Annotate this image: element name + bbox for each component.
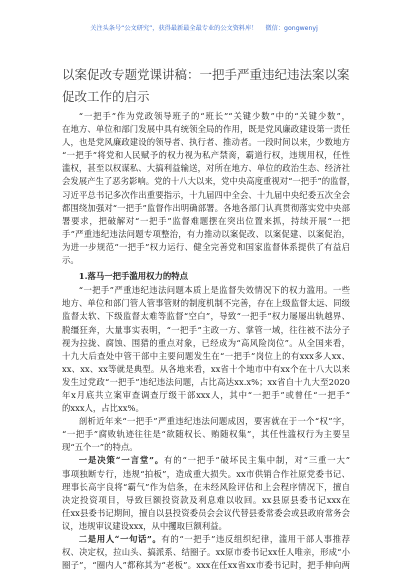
paragraph-lead: 一是决策“一言堂”。 [78,455,165,466]
text-line: 理事长高宇良将“霸气”作为信条，在未经风险评估和上会程序情况下，擅自 [62,481,350,492]
text-line-content: 有的“一把手”违反组织纪律，滥用干部人事推荐 [161,534,351,544]
text-line: 地方、单位和部门管人管事管财的制度机制不完善，存在上级监督太远、同级 [62,298,350,309]
text-line: 任xx县委书记期间，擅自以县投资委员会会议代替县委常委会或县政府常务会 [62,507,350,518]
text-line: 视为拉拢、腐蚀、围猎的重点对象，已经成为“高风险岗位”。从全国来看， [62,337,350,348]
text-line: xx、xx、xx等就是典型。从各地来看，xx省十个地市中有xx个在十八大以来 [62,363,350,374]
text-line: 会发展产生了恶劣影响。党的十八大以来，党中央高度重视对“一把手”的监督， [62,176,356,187]
header-wechat-text: 微信：gongwenyj [265,25,318,32]
text-line: “一把手”将党和人民赋予的权力视为私产禁脔，霸道行权，违规用权，任性 [62,150,350,161]
text-line [62,533,350,546]
text-line: 监督太软、下级监督太难等监督“空白”，导致“一把手”权力屡屡出轨越界、 [62,311,350,322]
text-line: 圈子”，“圈内人”都称其为“老板”。xxx在任xx省xx市委书记时，把手伸向两 [62,560,350,571]
text-line: “一把手”严重违纪违法问题本质上是监督失效情况下的权力滥用。一些 [78,285,350,296]
text-line: 滥权，甚至以权谋私、大搞利益输送，对所在地方、单位的政治生态、经济社 [62,163,350,174]
text-line: “一把手”作为党政领导班子的“班长”“关键少数”中的“关键少数”， [78,111,350,121]
text-line: 年x月底共立案审查调查厅级干部xxx人，其中“一把手”或曾任“一把手” [62,389,350,400]
text-line: 为进一步规范“一把手”权力运行、健全完善党和国家监督体系提供了有益启 [62,241,350,252]
text-line: 的xxx人，占比xx%。 [62,403,144,414]
header-promo-text: 关注头条号“公文研究”，获得最新最全最专业的公文资料库！ [90,25,258,32]
paragraph [62,110,356,267]
text-line: “一把手”腐败轨迹往往是“欲随权长、贿随权集”，其任性滥权行为主要呈 [62,429,350,440]
document-body [62,110,356,572]
text-line: 议，违规审议建设xxx，从中攫取巨额利益。 [62,520,227,531]
text-line: 手”严重违纪违法问题专项整治，有力推动以案促改、以案促建、以案促治， [62,228,350,239]
text-line: 事项独断专行，违规“拍板”，造成重大损失。xx市供销合作社原党委书记、 [62,468,350,479]
text-line: 人，也是党风廉政建设的领导者、执行者、推动者。一段时间以来，少数地方 [62,137,350,148]
section-heading: 1.落马一把手滥用权力的特点 [78,271,189,282]
header-note [0,25,408,33]
text-line: 在地方、单位和部门发展中具有统领全局的作用，既是党风廉政建设第一责任 [62,124,350,135]
text-line: 十九大后查处中管干部中主要问题发生在“一把手”岗位上的有xxx多人xx、 [62,350,350,361]
paragraph-lead: 二是用人“一句话”。 [78,534,162,544]
text-line-content: 有的“一把手”破坏民主集中制，对“三重一大” [164,455,351,466]
paragraph [62,415,350,454]
paragraph [62,284,350,415]
text-line [62,454,350,467]
paragraph [62,533,350,572]
text-line: 署要求，把破解对“一把手”监督难题摆在突出位置来抓，持续开展“一把 [62,215,350,226]
text-line: 发生过党政“一把手”违纪违法问题，占比高达xx.x%；xx省自十九大至2020 [62,376,350,387]
text-line: 习近平总书记多次作出重要指示，十九届四中全会、十九届中央纪委五次全会 [62,189,350,200]
text-line: 权、决定权，拉山头、搞派系、结圈子。xx原市委书记xx任人唯亲，形成“小 [62,547,350,558]
text-line: 示。 [62,255,79,266]
document-title: 以案促改专题党课讲稿：一把手严重违纪违法案以案促改工作的启示 [62,67,350,104]
text-line: 剖析近年来“一把手”严重违纪违法问题成因，要害就在于一个“权”字， [78,416,350,427]
text-line: 脱缰狂奔，大量事实表明，“一把手”主政一方、掌管一域，往往被不法分子 [62,324,350,335]
text-line: 决定投资项目，导致巨额投资款及利息难以收回。xx县原县委书记xxx在 [62,494,350,505]
text-line: 现“五个一”的特点。 [62,442,138,453]
text-line: 都围绕加强对“一把手”监督作出明确部署。各地各部门认真贯彻落实党中央部 [62,202,350,213]
paragraph [62,454,350,533]
